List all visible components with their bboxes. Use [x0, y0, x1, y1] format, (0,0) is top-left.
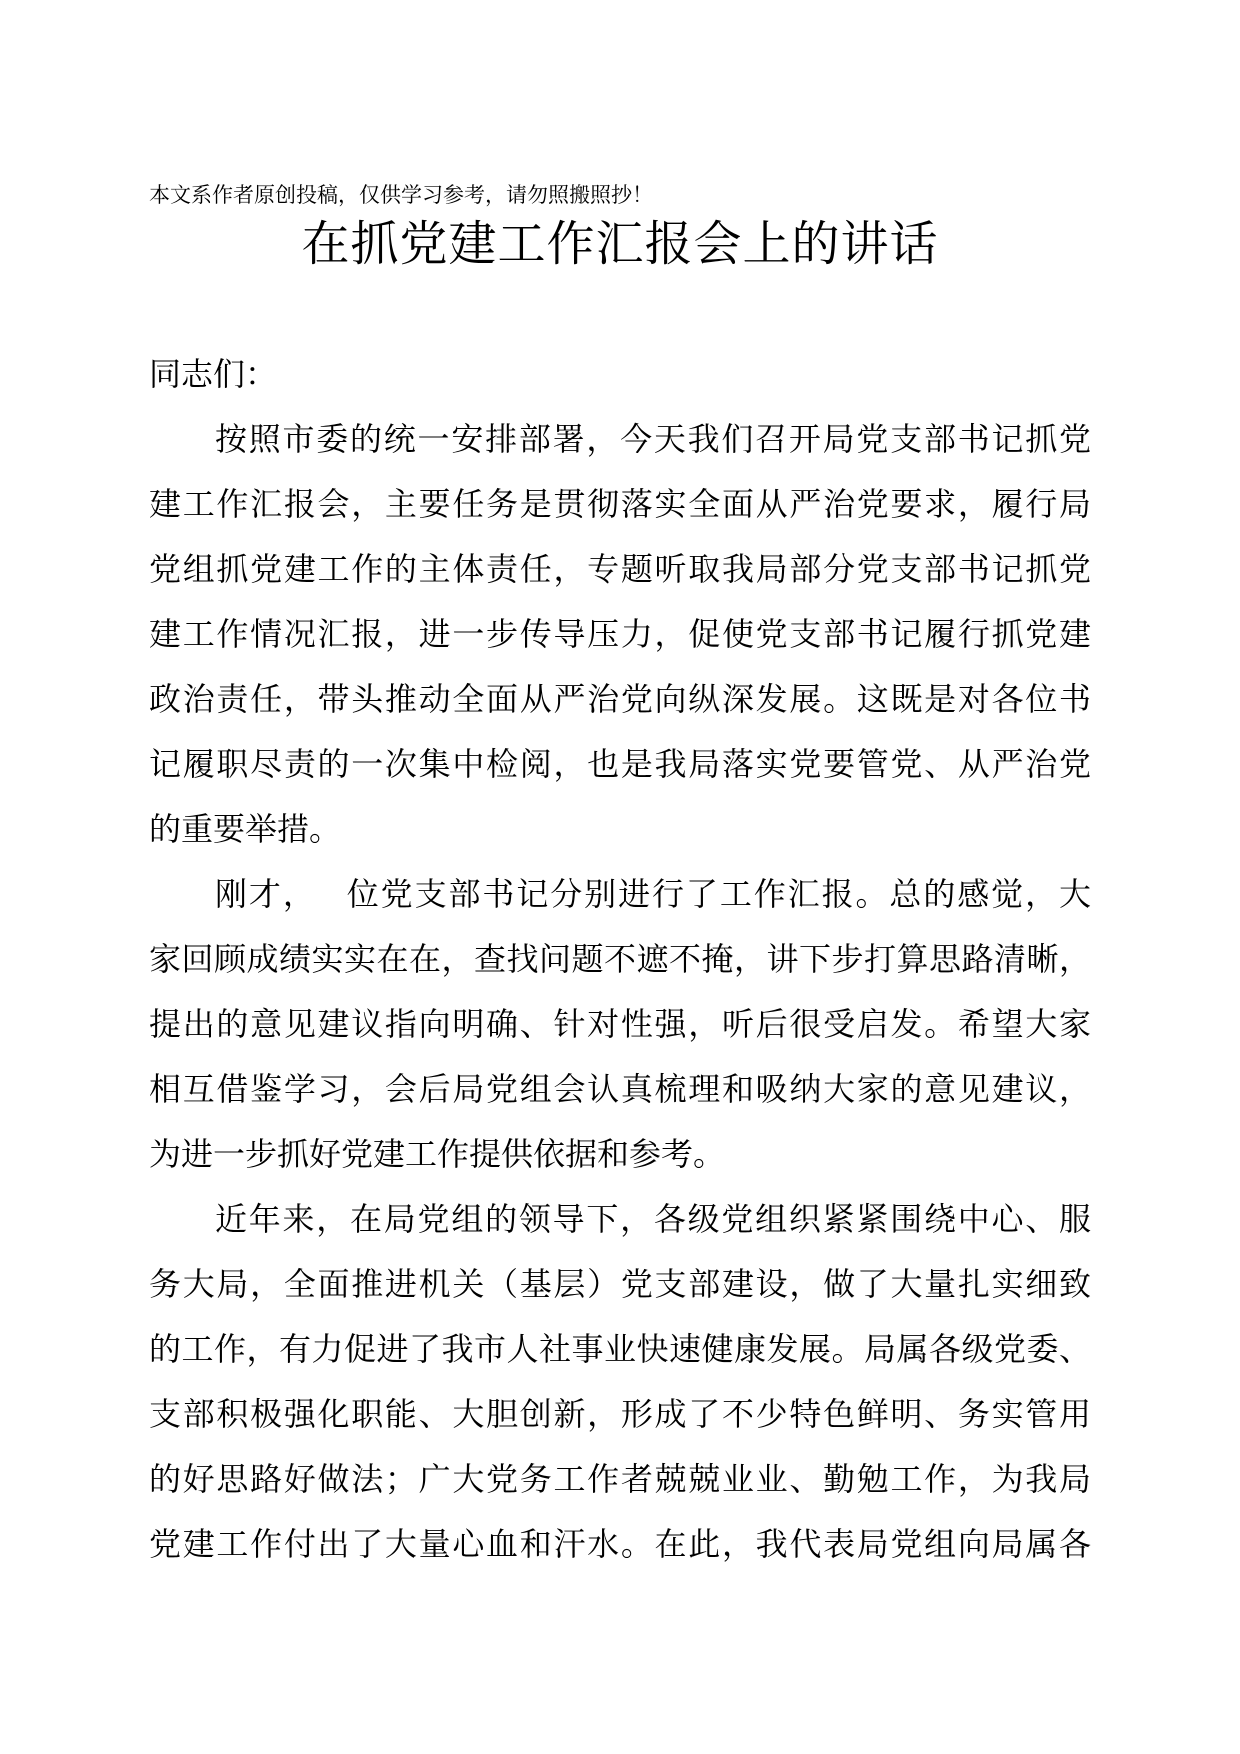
paragraph-line: 近年来，在局党组的领导下，各级党组织紧紧围绕中心、服 [215, 1200, 1091, 1238]
paragraph-line: 支部积极强化职能、大胆创新，形成了不少特色鲜明、务实管用 [149, 1395, 1091, 1433]
paragraph-line: 党组抓党建工作的主体责任，专题听取我局部分党支部书记抓党 [149, 550, 1091, 588]
paragraph-line: 记履职尽责的一次集中检阅，也是我局落实党要管党、从严治党 [149, 745, 1091, 783]
paragraph-line: 为进一步抓好党建工作提供依据和参考。 [149, 1135, 726, 1173]
paragraph-line: 务大局，全面推进机关（基层）党支部建设，做了大量扎实细致 [149, 1265, 1091, 1303]
paragraph-line: 按照市委的统一安排部署，今天我们召开局党支部书记抓党 [215, 420, 1091, 458]
paragraph-line: 的好思路好做法；广大党务工作者兢兢业业、勤勉工作，为我局 [149, 1460, 1091, 1498]
paragraph-line: 建工作情况汇报，进一步传导压力，促使党支部书记履行抓党建 [149, 615, 1091, 653]
paragraph-line: 提出的意见建议指向明确、针对性强，听后很受启发。希望大家 [149, 1005, 1091, 1043]
document-body [149, 342, 1091, 1577]
paragraph [149, 407, 1091, 862]
paragraph-line: 家回顾成绩实实在在，查找问题不遮不掩，讲下步打算思路清晰， [149, 940, 1091, 978]
paragraph-line: 相互借鉴学习，会后局党组会认真梳理和吸纳大家的意见建议， [149, 1070, 1091, 1108]
paragraph-line: 的重要举措。 [149, 810, 342, 848]
paragraph-line: 的工作，有力促进了我市人社事业快速健康发展。局属各级党委、 [149, 1330, 1091, 1368]
paragraph-line: 建工作汇报会，主要任务是贯彻落实全面从严治党要求，履行局 [149, 485, 1091, 523]
paragraph-line: 政治责任，带头推动全面从严治党向纵深发展。这既是对各位书 [149, 680, 1091, 718]
salutation: 同志们： [149, 355, 278, 393]
paragraph-line: 党建工作付出了大量心血和汗水。在此，我代表局党组向局属各 [149, 1525, 1091, 1563]
copyright-note: 本文系作者原创投稿，仅供学习参考，请勿照搬照抄！ [149, 183, 653, 207]
document-title: 在抓党建工作汇报会上的讲话 [301, 216, 939, 272]
paragraph [149, 862, 1091, 1187]
paragraph-line: 刚才， 位党支部书记分别进行了工作汇报。总的感觉，大 [215, 875, 1091, 913]
paragraph [149, 1187, 1091, 1577]
